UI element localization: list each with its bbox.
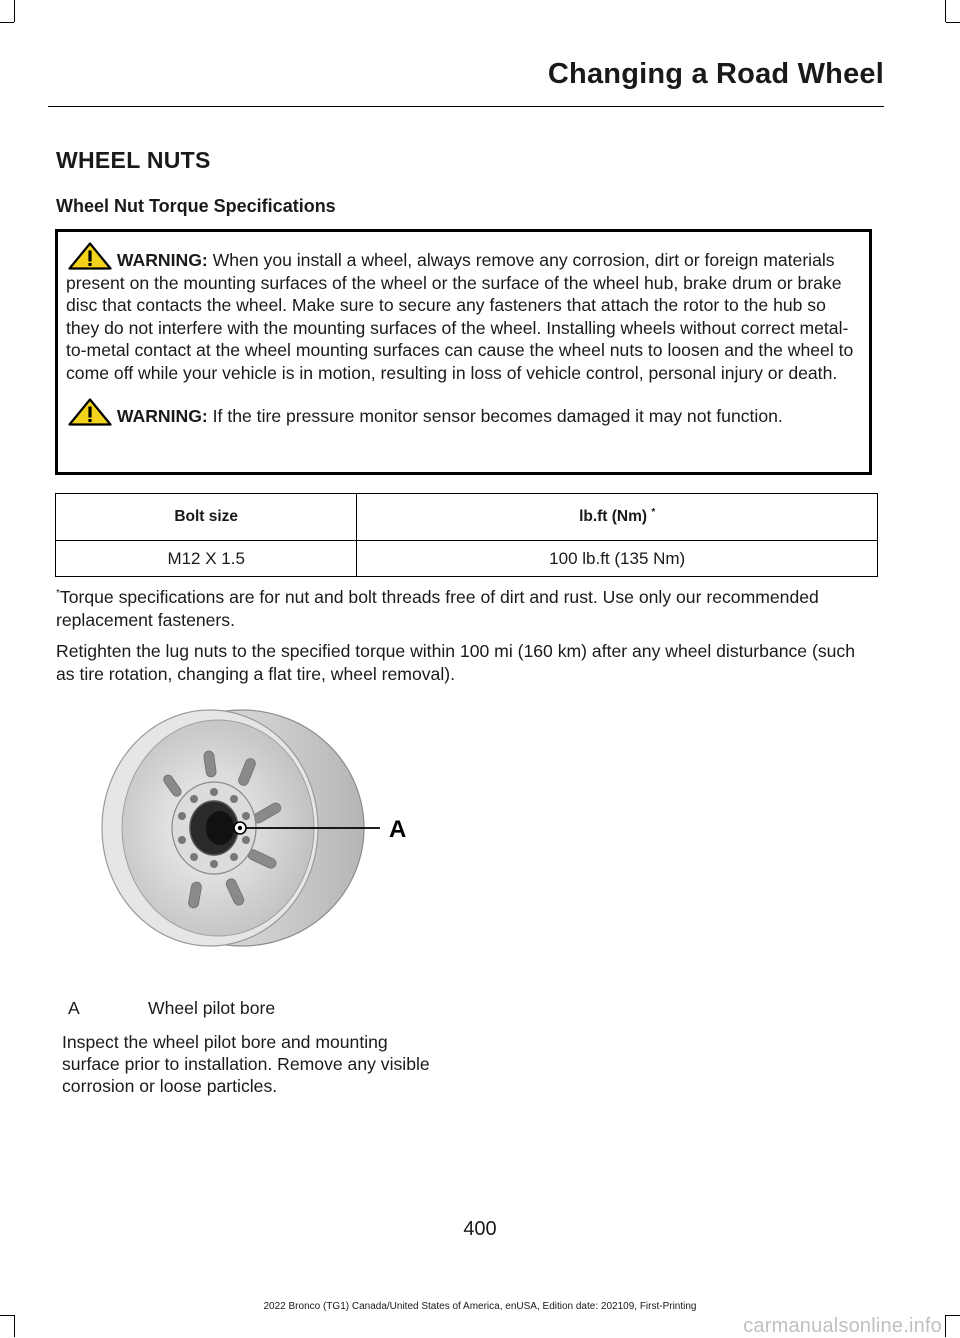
warning-label: WARNING: (116, 406, 208, 426)
callout-legend (62, 998, 275, 1019)
table-header-torque-label: lb.ft (Nm) (579, 508, 648, 526)
warning-label: WARNING: (116, 250, 208, 270)
torque-table (55, 493, 878, 577)
table-header-row (56, 494, 878, 541)
crop-mark (946, 1315, 960, 1316)
table-header-torque (357, 494, 878, 541)
table-row (56, 541, 878, 577)
warning-text: When you install a wheel, always remove any corrosion, dirt or foreign materials present on the mounting surfaces of the wheel or the surface of the wheel hub, brake drum or brake disc that contacts the wheel. Make sure to secure any fasteners that attach the rotor to the hub so they do not interfere with the mounting surfaces of the wheel. Installing wheels without correct metal-to-metal contact at the wheel mounting surfaces can cause the wheel nuts to loosen and the wheel to come off while your vehicle is in motion, resulting in loss of vehicle control, personal injury or death. (66, 250, 854, 383)
footnote-marker: * (56, 588, 60, 599)
section-subtitle: Wheel Nut Torque Specifications (56, 196, 336, 216)
crop-mark (945, 0, 946, 22)
warning-triangle-icon (68, 242, 112, 270)
crop-mark (946, 22, 960, 23)
figure-callout-letter: A (389, 816, 407, 843)
header-divider (48, 106, 884, 107)
table-cell: M12 X 1.5 (56, 541, 357, 577)
table-header-bolt-size: Bolt size (56, 494, 357, 541)
warning-text: If the tire pressure monitor sensor becomes damaged it may not function. (207, 406, 783, 426)
footnote-marker: * (651, 507, 656, 519)
warning-box (55, 229, 872, 475)
retighten-paragraph: Retighten the lug nuts to the specified torque within 100 mi (160 km) after any wheel disturbance (such as tire rotation, changing a flat tire, wheel removal). (56, 641, 856, 684)
page-number: 400 (463, 1218, 497, 1240)
warning-paragraph (66, 398, 861, 428)
warning-triangle-icon (68, 398, 112, 426)
wheel-illustration (92, 696, 432, 966)
crop-mark (0, 22, 14, 23)
crop-mark (945, 1315, 946, 1337)
page-footer (0, 1301, 960, 1337)
watermark: carmanualsonline.info (743, 1315, 942, 1337)
section-title: WHEEL NUTS (56, 147, 211, 173)
crop-mark (14, 1315, 15, 1337)
page-header-title: Changing a Road Wheel (547, 58, 884, 90)
footnote-text: Torque specifications are for nut and bolt threads free of dirt and rust. Use only our recommended replacement fasteners. (56, 586, 819, 630)
footer-text: 2022 Bronco (TG1) Canada/United States of America, enUSA, Edition date: 202109, First-Printing (263, 1301, 697, 1312)
crop-mark (14, 0, 15, 22)
warning-paragraph (66, 242, 861, 384)
callout-letter: A (68, 998, 80, 1018)
inspect-paragraph: Inspect the wheel pilot bore and mounting surface prior to installation. Remove any visible corrosion or loose particles. (62, 1032, 430, 1096)
crop-mark (0, 1315, 14, 1316)
table-cell: 100 lb.ft (135 Nm) (357, 541, 878, 577)
footnote (56, 582, 876, 632)
callout-label: Wheel pilot bore (148, 998, 276, 1018)
